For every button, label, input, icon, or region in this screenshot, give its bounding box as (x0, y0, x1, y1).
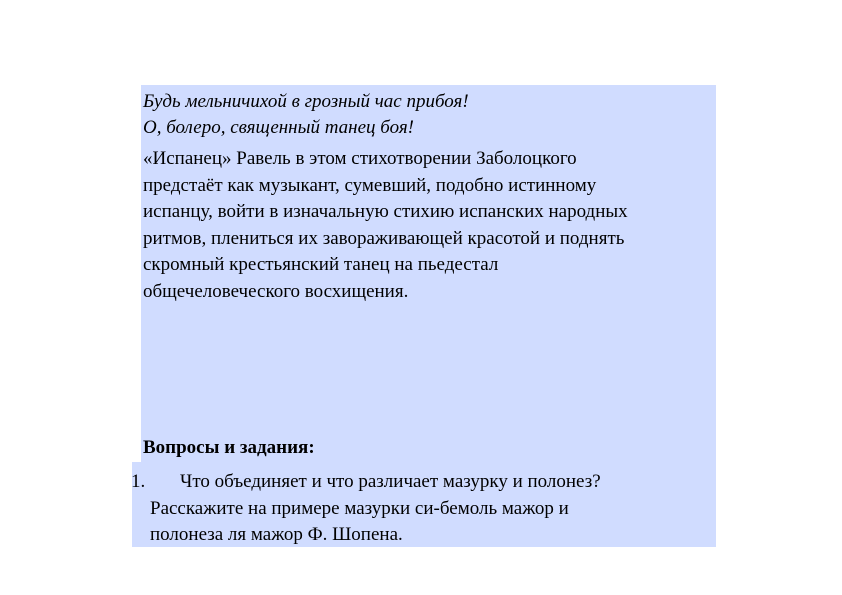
paragraph-line: ритмов, плениться их завораживающей красотой и поднять (143, 227, 625, 249)
paragraph-line: «Испанец» Равель в этом стихотворении Заболоцкого (143, 148, 577, 169)
paragraph-line: общечеловеческого восхищения. (143, 280, 409, 302)
poem-line: Будь мельничихой в грозный час прибоя! (143, 91, 469, 112)
poem-line: О, болеро, священный танец боя! (143, 117, 415, 138)
commentary-paragraph (143, 146, 713, 306)
question-line: Что объединяет и что различает мазурку и полонез? (180, 471, 601, 492)
poem-quote (143, 89, 713, 141)
question-text (150, 469, 710, 549)
paragraph-line: испанцу, войти в изначальную стихию испанских народных (143, 201, 628, 223)
question-line: Расскажите на примере мазурки си-бемоль мажор и (150, 497, 569, 519)
questions-heading: Вопросы и задания: (143, 437, 315, 458)
question-line: полонеза ля мажор Ф. Шопена. (150, 524, 403, 545)
question-number: 1. (131, 471, 146, 492)
paragraph-line: предстаёт как музыкант, сумевший, подобно истинному (143, 174, 597, 196)
paragraph-line: скромный крестьянский танец на пьедестал (143, 254, 499, 276)
